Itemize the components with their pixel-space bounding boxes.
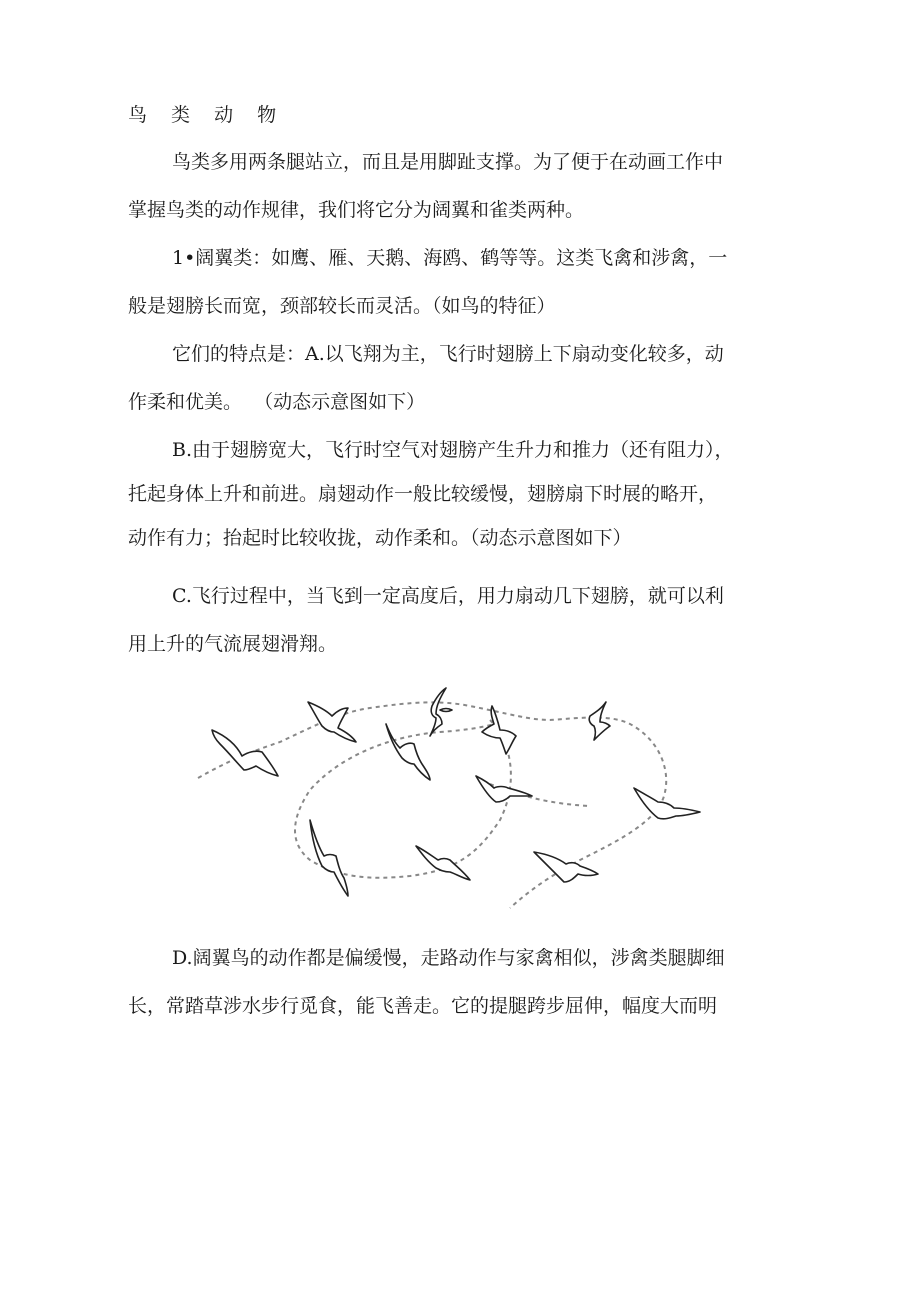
paragraph-wide-wing	[128, 234, 778, 330]
bird-icon	[416, 846, 470, 880]
bird-icon	[634, 788, 700, 819]
bird-icon	[476, 776, 532, 802]
bird-icon	[386, 724, 430, 780]
paragraph-line: 长，常踏草涉水步行觅食，能飞善走。它的提腿跨步屈伸，幅度大而明	[128, 995, 718, 1017]
paragraph-line: 作柔和优美。 （动态示意图如下）	[128, 391, 426, 413]
paragraph-line: 托起身体上升和前进。扇翅动作一般比较缓慢，翅膀扇下时展的略开，	[128, 483, 718, 505]
bird-icon	[430, 688, 452, 736]
page-title: 鸟 类 动 物	[128, 104, 286, 126]
paragraph-line: 般是翅膀长而宽，颈部较长而灵活。（如鸟的特征）	[128, 295, 556, 317]
paragraph-line: 用上升的气流展翅滑翔。	[128, 633, 338, 655]
bird-flight-diagram-icon	[190, 680, 730, 920]
paragraph-line: 掌握鸟类的动作规律，我们将它分为阔翼和雀类两种。	[128, 199, 585, 221]
paragraph-feature-b	[128, 428, 788, 560]
paragraph-line: C.飞行过程中，当飞到一定高度后，用力扇动几下翅膀，就可以利	[172, 585, 724, 607]
paragraph-line: D.阔翼鸟的动作都是偏缓慢，走路动作与家禽相似，涉禽类腿脚细	[172, 947, 725, 969]
paragraph-line: B.由于翅膀宽大，飞行时空气对翅膀产生升力和推力（还有阻力），	[172, 439, 734, 461]
bird-icon	[308, 702, 356, 742]
paragraph-feature-a	[128, 330, 778, 426]
bird-icon	[482, 706, 516, 754]
paragraph-feature-d	[128, 934, 788, 1030]
bird-icon	[212, 730, 278, 776]
paragraph-line: 它们的特点是：A.以飞翔为主，飞行时翅膀上下扇动变化较多，动	[172, 343, 724, 365]
paragraph-intro	[128, 138, 778, 234]
paragraph-feature-c	[128, 572, 778, 668]
paragraph-line: 动作有力；抬起时比较收拢，动作柔和。（动态示意图如下）	[128, 527, 632, 549]
bird-icon	[310, 820, 348, 896]
bird-flight-diagram	[190, 680, 730, 920]
paragraph-line: 鸟类多用两条腿站立，而且是用脚趾支撑。为了便于在动画工作中	[172, 151, 724, 173]
bird-icon	[589, 702, 610, 740]
paragraph-line: 1•阔翼类：如鹰、雁、天鹅、海鸥、鹤等等。这类飞禽和涉禽，一	[172, 247, 728, 269]
